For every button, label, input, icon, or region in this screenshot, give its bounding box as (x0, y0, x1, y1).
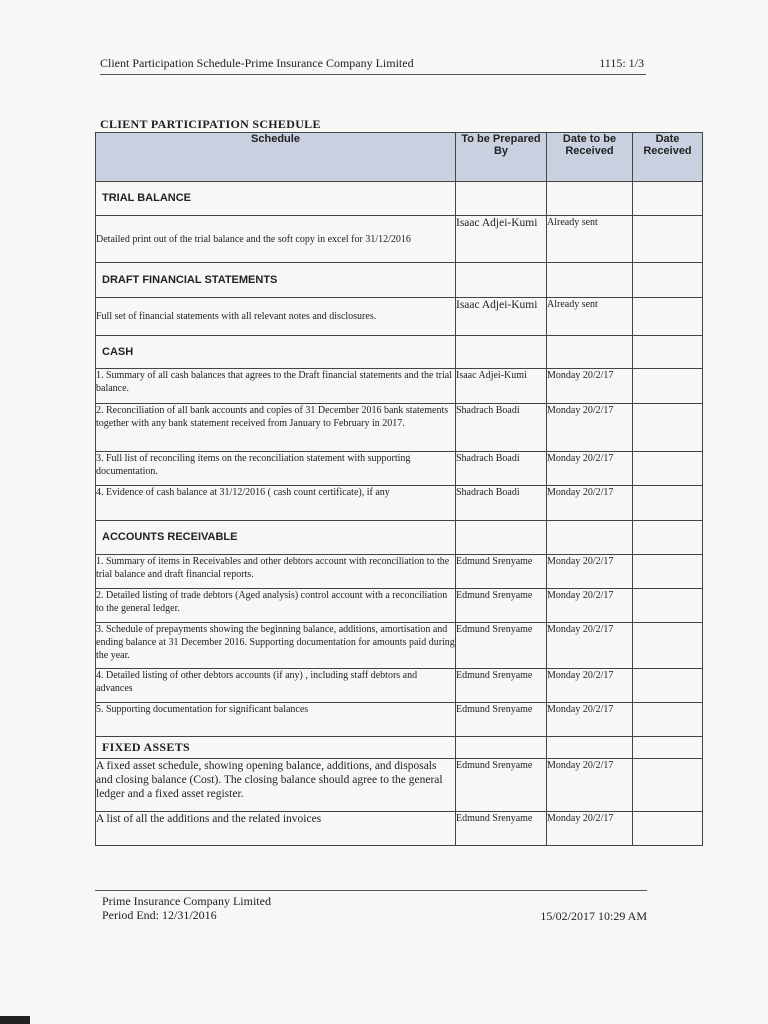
schedule-item: 3. Schedule of prepayments showing the beginning balance, additions, amortisation and ending balance at 31 December 2016. Supporting documentation for amounts paid during the year. (96, 623, 456, 669)
group-heading: CASH (96, 336, 456, 369)
group-heading: FIXED ASSETS (96, 737, 456, 759)
table-row (96, 555, 703, 589)
due-date: Monday 20/2/17 (547, 589, 633, 623)
group-row-fixed-assets (96, 737, 703, 759)
schedule-item: 2. Reconciliation of all bank accounts and copies of 31 December 2016 bank statements together with any bank statement received from January to February in 2017. (96, 404, 456, 452)
schedule-item: A fixed asset schedule, showing opening balance, additions, and disposals and closing balance (Cost). The closing balance should agree to the general ledger and a fixed asset register. (96, 759, 456, 812)
prepared-by: Edmund Srenyame (456, 555, 547, 589)
due-date: Monday 20/2/17 (547, 555, 633, 589)
prepared-by: Edmund Srenyame (456, 812, 547, 846)
schedule-item: A list of all the additions and the related invoices (96, 812, 456, 846)
scan-edge-mark (0, 1016, 30, 1024)
schedule-item: 4. Evidence of cash balance at 31/12/2016 ( cash count certificate), if any (96, 486, 456, 521)
page-reference: 1115: 1/3 (599, 56, 644, 70)
table-header-row (96, 133, 703, 182)
prepared-by: Isaac Adjei-Kumi (456, 298, 547, 336)
due-date: Monday 20/2/17 (547, 759, 633, 812)
date-received (633, 216, 703, 263)
date-received (633, 555, 703, 589)
document-title: Client Participation Schedule-Prime Insurance Company Limited (100, 56, 414, 70)
column-header-date-to-receive: Date to be Received (547, 133, 633, 182)
due-date: Already sent (547, 298, 633, 336)
prepared-by: Edmund Srenyame (456, 589, 547, 623)
due-date: Monday 20/2/17 (547, 452, 633, 486)
footer-printed-timestamp: 15/02/2017 10:29 AM (540, 909, 647, 923)
prepared-by: Edmund Srenyame (456, 759, 547, 812)
prepared-by: Shadrach Boadi (456, 452, 547, 486)
date-received (633, 452, 703, 486)
schedule-item: 1. Summary of all cash balances that agrees to the Draft financial statements and the trial balance. (96, 369, 456, 404)
footer-period-end: Period End: 12/31/2016 (102, 908, 217, 922)
date-received (633, 669, 703, 703)
schedule-item: Full set of financial statements with all relevant notes and disclosures. (96, 298, 456, 336)
schedule-table (95, 132, 703, 846)
schedule-item: 3. Full list of reconciling items on the reconciliation statement with supporting documentation. (96, 452, 456, 486)
group-row-cash (96, 336, 703, 369)
due-date: Monday 20/2/17 (547, 404, 633, 452)
due-date: Monday 20/2/17 (547, 623, 633, 669)
table-row (96, 216, 703, 263)
due-date: Monday 20/2/17 (547, 369, 633, 404)
due-date: Monday 20/2/17 (547, 669, 633, 703)
due-date: Monday 20/2/17 (547, 486, 633, 521)
table-row (96, 669, 703, 703)
group-row-trial-balance (96, 182, 703, 216)
prepared-by: Edmund Srenyame (456, 623, 547, 669)
date-received (633, 589, 703, 623)
due-date: Already sent (547, 216, 633, 263)
prepared-by: Shadrach Boadi (456, 486, 547, 521)
group-heading: TRIAL BALANCE (96, 182, 456, 216)
column-header-schedule: Schedule (96, 133, 456, 182)
table-row (96, 623, 703, 669)
date-received (633, 812, 703, 846)
due-date: Monday 20/2/17 (547, 703, 633, 737)
date-received (633, 298, 703, 336)
table-row (96, 298, 703, 336)
table-row (96, 404, 703, 452)
column-header-prepared-by: To be Prepared By (456, 133, 547, 182)
column-header-date-received: Date Received (633, 133, 703, 182)
section-title: CLIENT PARTICIPATION SCHEDULE (100, 117, 321, 131)
schedule-item: Detailed print out of the trial balance and the soft copy in excel for 31/12/2016 (96, 216, 456, 263)
table-row (96, 486, 703, 521)
prepared-by: Shadrach Boadi (456, 404, 547, 452)
date-received (633, 369, 703, 404)
table-row (96, 589, 703, 623)
table-row (96, 703, 703, 737)
date-received (633, 703, 703, 737)
table-row (96, 369, 703, 404)
date-received (633, 486, 703, 521)
group-heading: DRAFT FINANCIAL STATEMENTS (96, 263, 456, 298)
due-date: Monday 20/2/17 (547, 812, 633, 846)
schedule-item: 1. Summary of items in Receivables and other debtors account with reconciliation to the trial balance and draft financial reports. (96, 555, 456, 589)
table-row (96, 812, 703, 846)
footer-company: Prime Insurance Company Limited (102, 894, 271, 908)
prepared-by: Edmund Srenyame (456, 669, 547, 703)
page-footer (95, 890, 647, 931)
group-row-accounts-receivable (96, 521, 703, 555)
group-heading: ACCOUNTS RECEIVABLE (96, 521, 456, 555)
date-received (633, 759, 703, 812)
date-received (633, 623, 703, 669)
schedule-item: 4. Detailed listing of other debtors accounts (if any) , including staff debtors and advances (96, 669, 456, 703)
date-received (633, 404, 703, 452)
prepared-by: Edmund Srenyame (456, 703, 547, 737)
page-header (100, 56, 646, 75)
group-row-draft-financial-statements (96, 263, 703, 298)
schedule-item: 5. Supporting documentation for significant balances (96, 703, 456, 737)
table-row (96, 452, 703, 486)
prepared-by: Isaac Adjei-Kumi (456, 369, 547, 404)
table-row (96, 759, 703, 812)
schedule-item: 2. Detailed listing of trade debtors (Aged analysis) control account with a reconciliation to the general ledger. (96, 589, 456, 623)
prepared-by: Isaac Adjei-Kumi (456, 216, 547, 263)
